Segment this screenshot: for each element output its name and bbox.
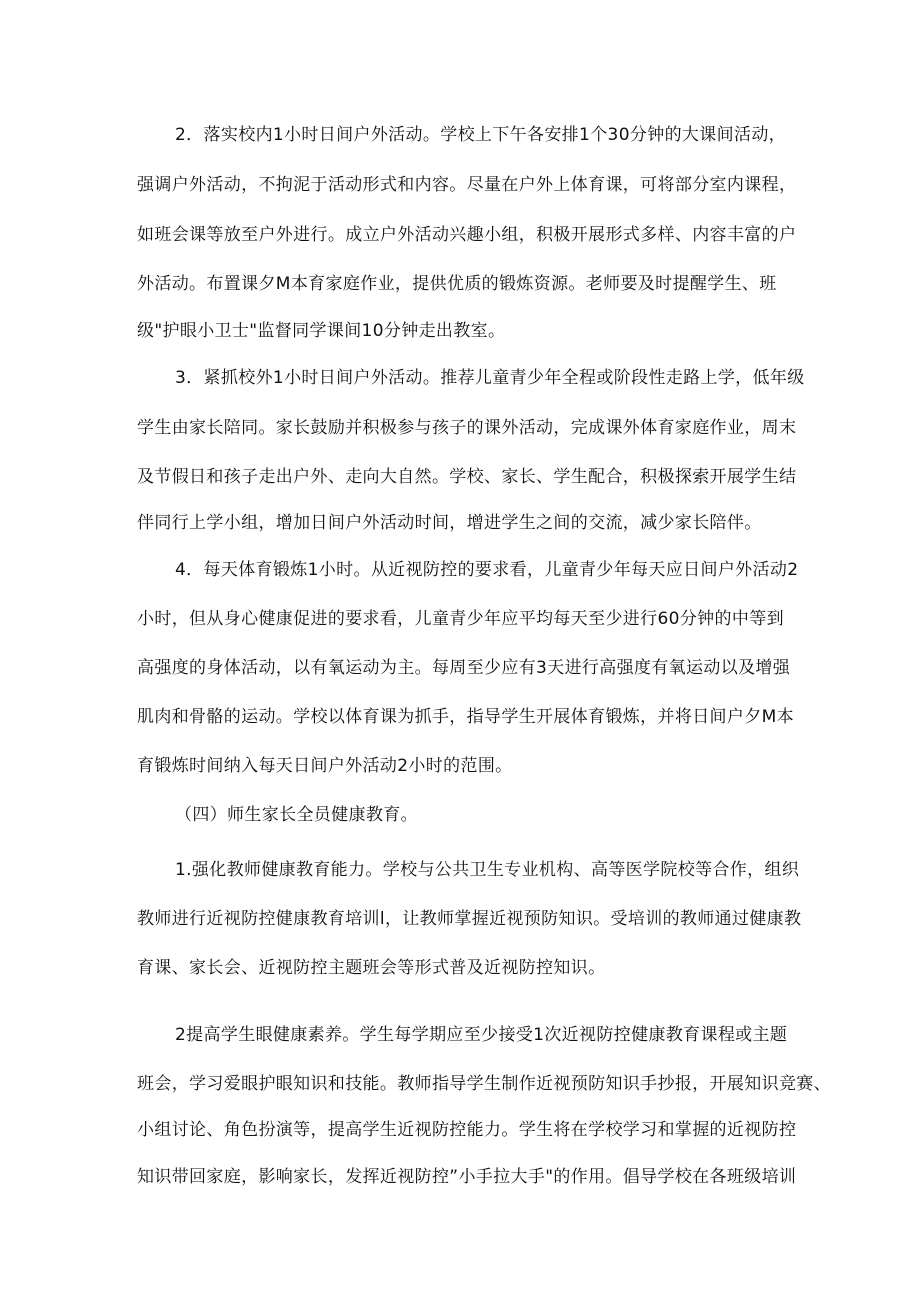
paragraph-s2-line-3: 小组讨论、角色扮演等，提高学生近视防控能力。学生将在学校学习和掌握的近视防控 [137,1120,797,1140]
paragraph-s2-line-2: 班会，学习爱眼护眼知识和技能。教师指导学生制作近视预防知识手抄报，开展知识竞赛、 [137,1074,831,1094]
section-heading: （四）师生家长全员健康教育。 [175,805,418,825]
paragraph-s1-line-2: 教师进行近视防控健康教育培训l，让教师掌握近视预防知识。受培训的教师通过健康教 [137,909,802,929]
paragraph-2-line-2: 强调户外活动，不拘泥于活动形式和内容。尽量在户外上体育课，可将部分室内课程， [137,175,797,195]
paragraph-4-line-5: 育锻炼时间纳入每天日间户外活动2小时的范围。 [137,756,513,776]
paragraph-s2-line-1: 2提高学生眼健康素养。学生每学期应至少接受1次近视防控健康教育课程或主题 [175,1025,788,1045]
paragraph-3-line-4: 伴同行上学小组，增加日间户外活动时间，增进学生之间的交流，减少家长陪伴。 [137,513,762,533]
paragraph-2-line-3: 如班会课等放至户外进行。成立户外活动兴趣小组，积极开展形式多样、内容丰富的户 [137,225,797,245]
paragraph-4-line-2: 小时，但从身心健康促进的要求看，儿童青少年应平均每天至少进行60分钟的中等到 [137,609,784,629]
paragraph-4-line-3: 高强度的身体活动，以有氧运动为主。每周至少应有3天进行高强度有氧运动以及增强 [137,658,791,678]
paragraph-4-line-1: 4．每天体育锻炼1小时。从近视防控的要求看，儿童青少年每天应日间户外活动2 [175,560,799,580]
paragraph-s1-line-1: 1.强化教师健康教育能力。学校与公共卫生专业机构、高等医学院校等合作，组织 [175,860,800,880]
paragraph-3-line-1: 3．紧抓校外1小时日间户外活动。推荐儿童青少年全程或阶段性走路上学，低年级 [175,368,805,388]
paragraph-4-line-4: 肌肉和骨骼的运动。学校以体育课为抓手，指导学生开展体育锻炼，并将日间户夕M本 [137,707,794,727]
paragraph-2-line-1: 2．落实校内1小时日间户外活动。学校上下午各安排1个30分钟的大课间活动， [175,125,787,145]
paragraph-3-line-2: 学生由家长陪同。家长鼓励并积极参与孩子的课外活动，完成课外体育家庭作业，周末 [137,418,797,438]
paragraph-s1-line-3: 育课、家长会、近视防控主题班会等形式普及近视防控知识。 [137,958,606,978]
paragraph-2-line-4: 外活动。布置课夕M本育家庭作业，提供优质的锻炼资源。老师要及时提醒学生、班 [137,274,777,294]
paragraph-2-line-5: 级"护眼小卫士"监督同学课间10分钟走出教室。 [137,321,506,341]
paragraph-3-line-3: 及节假日和孩子走出户外、走向大自然。学校、家长、学生配合，积极探索开展学生结 [137,467,797,487]
paragraph-s2-line-4: 知识带回家庭，影响家长，发挥近视防控”小手拉大手"的作用。倡导学校在各班级培训 [137,1167,797,1187]
